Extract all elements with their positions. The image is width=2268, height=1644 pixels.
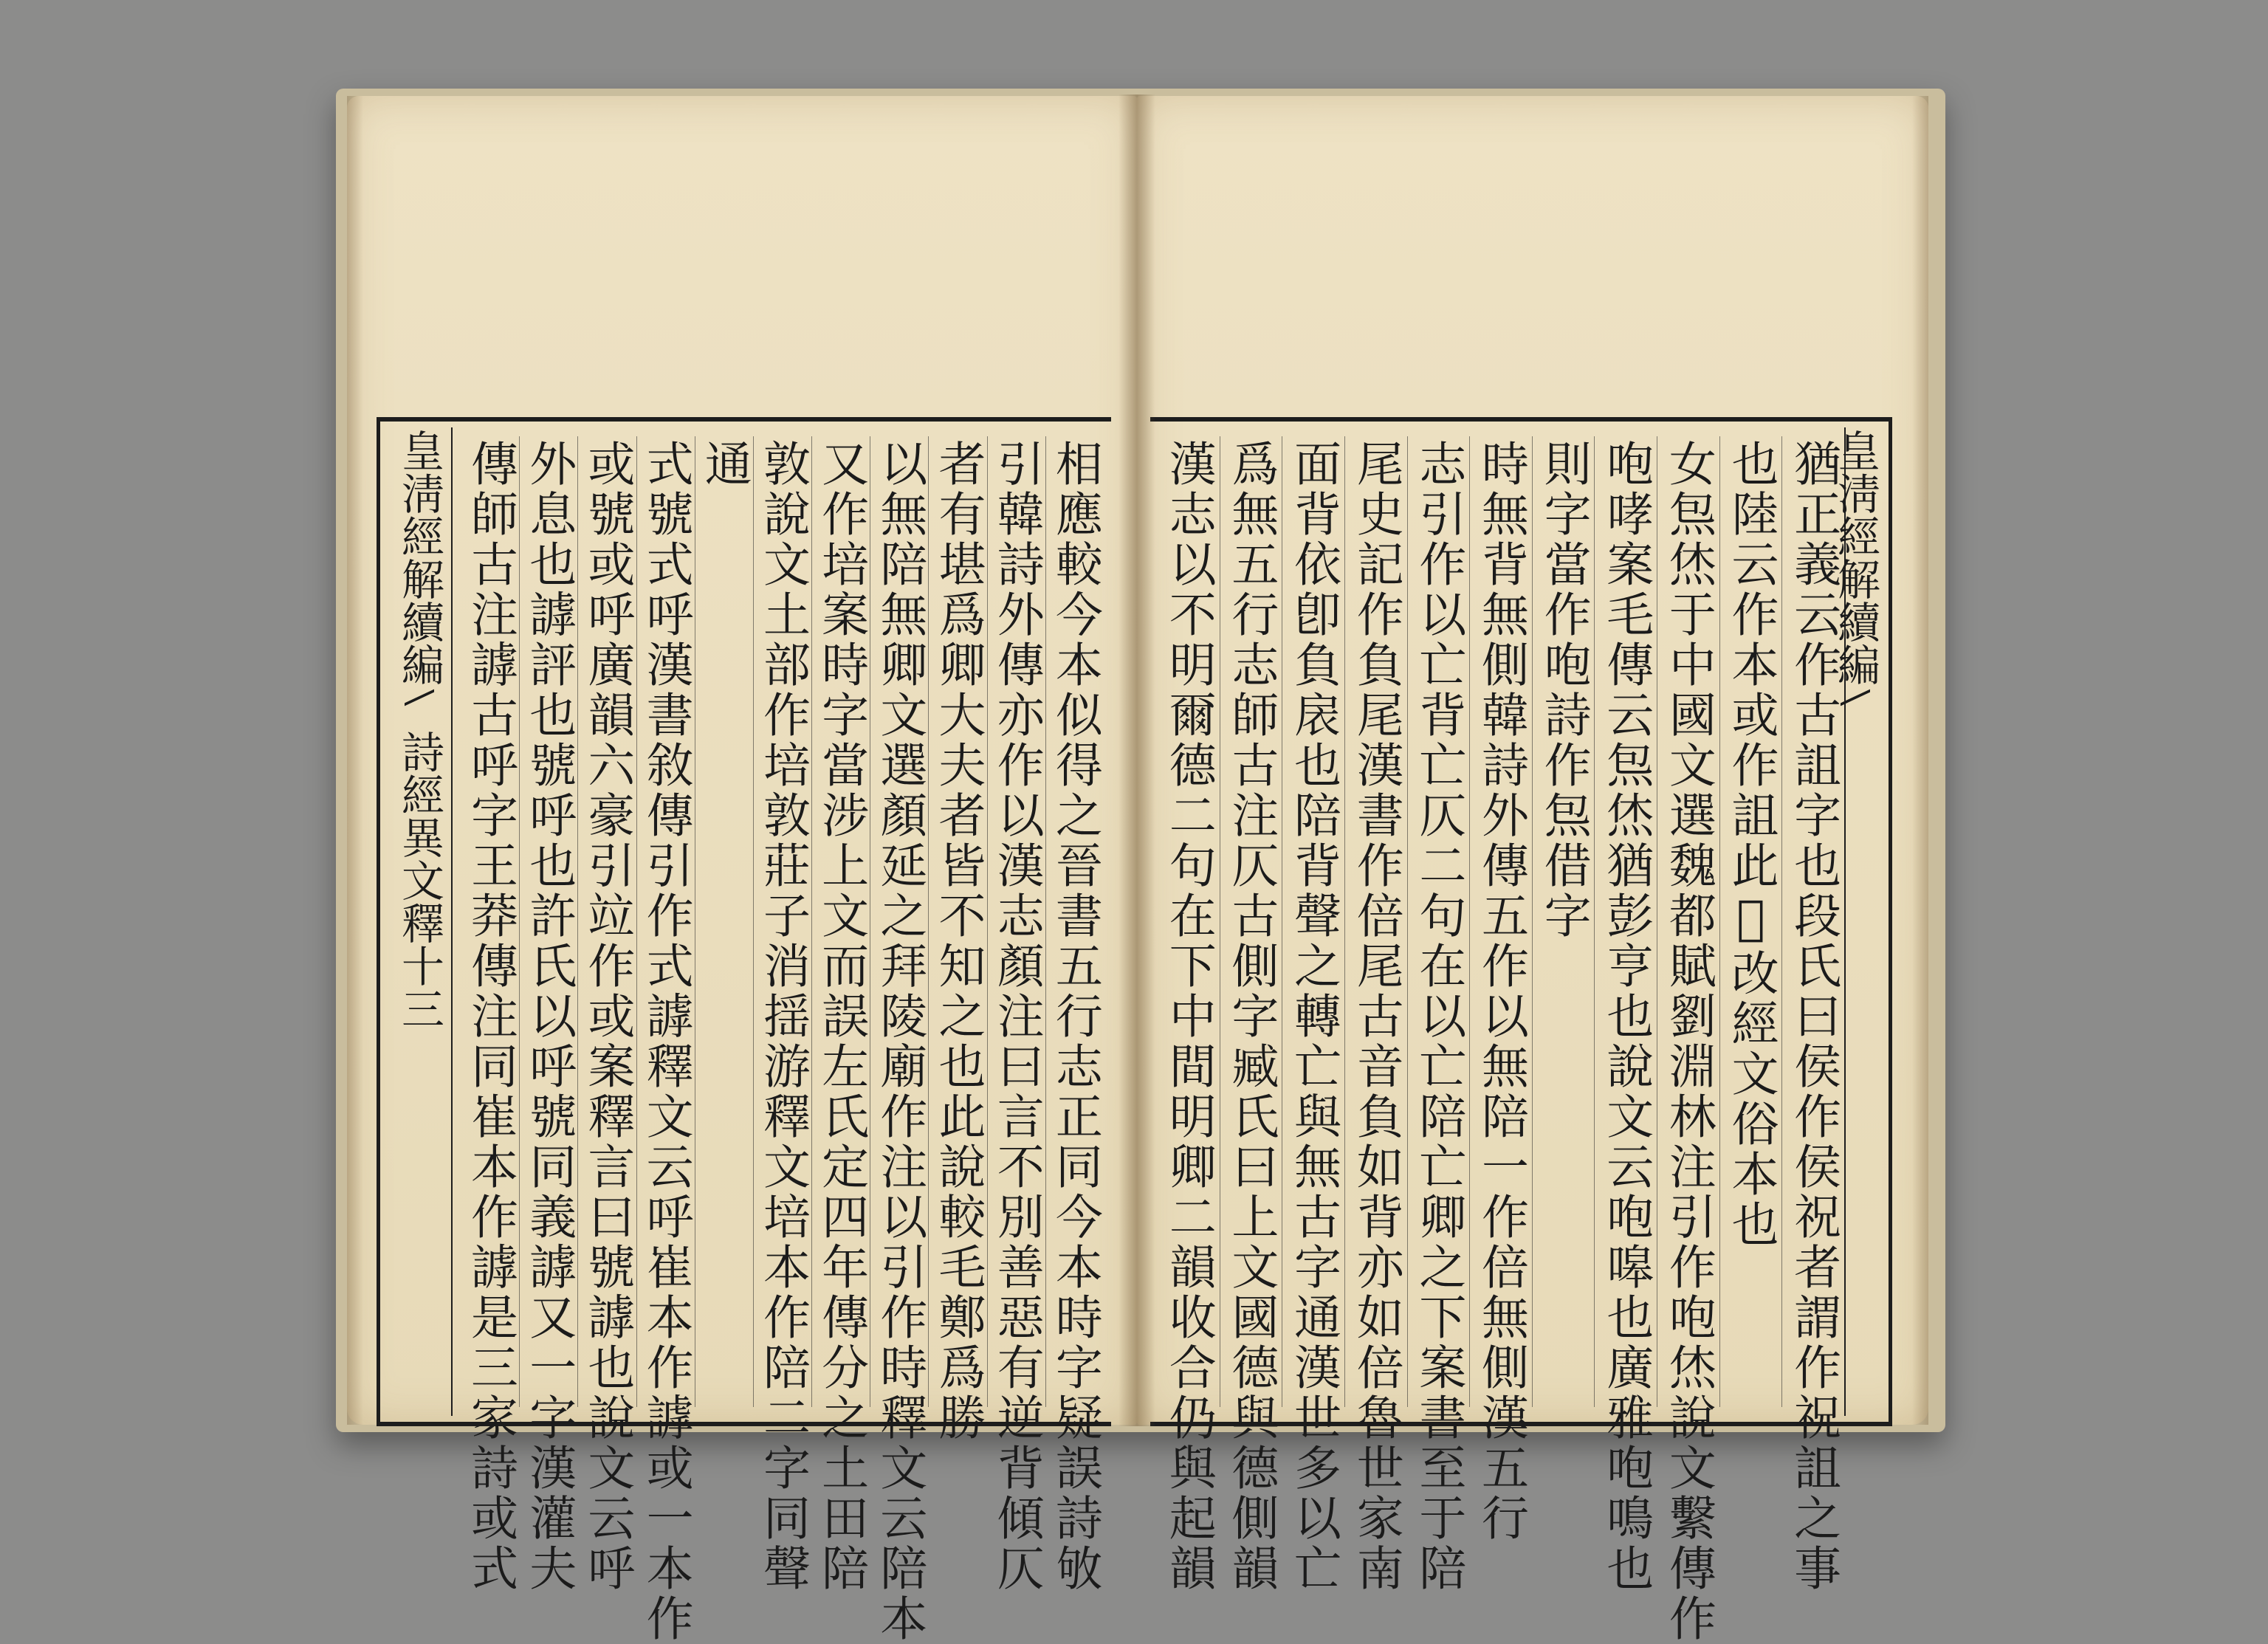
left-text-block bbox=[377, 417, 1111, 1644]
text-column: 式號式呼漢書敘傳引作式謼釋文云呼崔本作謼或一本作 bbox=[636, 436, 695, 1407]
right-columns bbox=[1158, 436, 1844, 1644]
left-margin-column bbox=[386, 429, 453, 1414]
fish-tail-mark bbox=[1841, 689, 1870, 727]
text-column: 又作培案時字當涉上文而誤左氏定四年傳分之土田陪 bbox=[811, 436, 870, 1407]
text-column: 外息也謼評也號呼也許氏以呼號同義謼又一字漢灌夫 bbox=[519, 436, 577, 1407]
text-column: 猶正義云作古詛字也段氏曰侯作侯祝者謂作祝詛之事 bbox=[1781, 436, 1844, 1407]
text-column: 女炰烋于中國文選魏都賦劉淵林注引作咆烋說文繫傳作 bbox=[1657, 436, 1719, 1407]
text-column: 志引作以亡背亡仄二句在以亡陪亡卿之下案書至于陪 bbox=[1407, 436, 1470, 1407]
left-page bbox=[347, 96, 1137, 1644]
text-column: 相應較今本似得之晉書五行志正同今本時字疑誤詩敂 bbox=[1045, 436, 1104, 1407]
text-column: 以無陪無卿文選顏延之拜陵廟作注以引作時釋文云陪本 bbox=[870, 436, 928, 1407]
left-margin-title: 皇淸經解續編 bbox=[394, 429, 444, 686]
text-column: 也陸云作本或作詛此𤼵改經文俗本也 bbox=[1719, 436, 1782, 1407]
text-column: 尾史記作負尾漢書作倍尾古音負如背亦如倍魯世家南 bbox=[1344, 436, 1407, 1407]
left-margin-subtitle: 詩經異文釋十三 bbox=[394, 730, 444, 1030]
text-column: 咆哮案毛傳云炰烋猶彭亨也說文云咆嗥也廣雅咆鳴也 bbox=[1594, 436, 1657, 1407]
right-margin-title: 皇淸經解續編 bbox=[1830, 429, 1880, 686]
text-column: 敦說文土部作培敦莊子消揺游釋文培本作陪二字同聲 bbox=[753, 436, 811, 1407]
text-column: 通 bbox=[695, 436, 753, 1407]
left-columns bbox=[461, 436, 1104, 1644]
right-text-block bbox=[1150, 417, 1892, 1644]
text-column: 面背依卽負扆也陪背聲之轉亡與無古字通漢世多以亡 bbox=[1282, 436, 1344, 1407]
book-gutter bbox=[1118, 94, 1155, 1426]
text-column: 傳師古注謼古呼字王莽傳注同崔本作謼是三家詩或式 bbox=[463, 439, 518, 1594]
text-column: 時無背無側韓詩外傳五作以無陪一作倍無側漢五行 bbox=[1469, 436, 1532, 1407]
right-page bbox=[1137, 96, 1928, 1644]
text-column: 或號或呼廣韻六豪引竝作或案釋言曰號謼也說文云呼 bbox=[577, 436, 636, 1407]
text-column: 則字當作咆詩作炰借字 bbox=[1532, 436, 1595, 1407]
text-column: 漢志以不明爾德二句在下中間明卿二韻收合仍與起韻 bbox=[1161, 439, 1216, 1594]
text-column: 引韓詩外傳亦作以漢志顏注曰言不別善惡有逆背傾仄 bbox=[987, 436, 1045, 1407]
fish-tail-mark bbox=[405, 689, 434, 727]
text-column: 爲無五行志師古注仄古側字臧氏曰上文國德與德側韻 bbox=[1220, 436, 1282, 1407]
text-column: 者有堪爲卿大夫者皆不知之也此說較毛鄭爲勝 bbox=[928, 436, 986, 1407]
